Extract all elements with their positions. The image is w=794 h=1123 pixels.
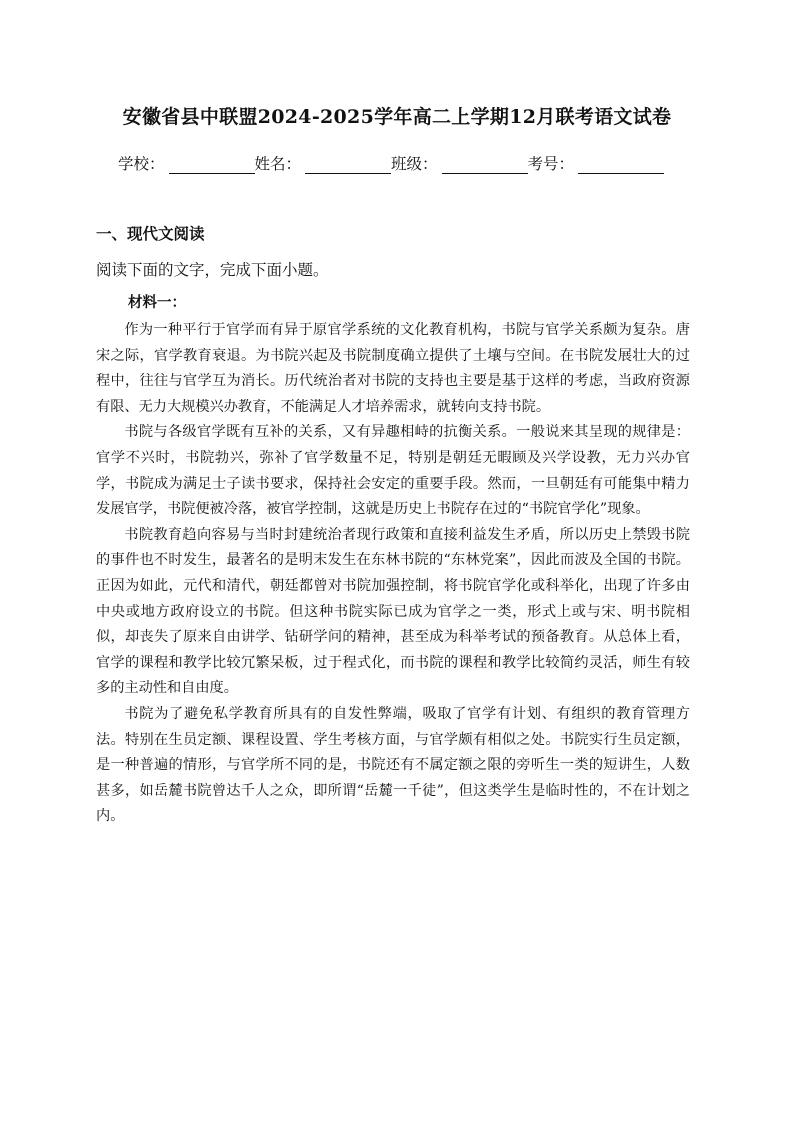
name-blank[interactable] [305, 155, 391, 174]
reading-passage [96, 318, 690, 830]
exam-no-field [528, 152, 665, 174]
name-label: 姓名： [254, 155, 302, 173]
passage-paragraph: 书院为了避免私学教育所具有的自发性弊端，吸取了官学有计划、有组织的教育管理方法。特别在生员定额、课程设置、学生考核方面，与官学颇有相似之处。书院实行生员定额，是一种普遍的情形，与官学所不同的是，书院还有不属定额之限的旁听生一类的短讲生，人数甚多，如岳麓书院曾达千人之众，即所谓“岳麓一千徒”，但这类学生是临时性的，不在计划之内。 [96, 705, 690, 825]
name-field [255, 152, 392, 174]
class-blank[interactable] [442, 155, 528, 174]
student-info-line [118, 152, 664, 174]
section-heading: 一、现代文阅读 [96, 225, 205, 243]
class-field [391, 152, 528, 174]
school-label: 学校： [118, 155, 165, 173]
reading-instruction: 阅读下面的文字，完成下面小题。 [96, 261, 329, 279]
school-field [118, 152, 255, 174]
passage-paragraph: 书院教育趋向容易与当时封建统治者现行政策和直接利益发生矛盾，所以历史上禁毁书院的事件也不时发生，最著名的是明末发生在东林书院的“东林党案”，因此而波及全国的书院。正因为如此，元代和清代，朝廷都曾对书院加强控制，将书院官学化或科举化，出现了许多由中央或地方政府设立的书院。但这种书院实际已成为官学之一类，形式上或与宋、明书院相似，却丧失了原来自由讲学、钻研学问的精神，甚至成为科举考试的预备教育。从总体上看，官学的课程和教学比较冗繁呆板，过于程式化，而书院的课程和教学比较简约灵活，师生有较多的主动性和自由度。 [96, 526, 690, 697]
passage-paragraph: 书院与各级官学既有互补的关系，又有异趣相峙的抗衡关系。一般说来其呈现的规律是：官学不兴时，书院勃兴，弥补了官学数量不足，特别是朝廷无暇顾及兴学设教，无力兴办官学，书院成为满足士子读书要求，保持社会安定的重要手段。然而，一旦朝廷有可能集中精力发展官学，书院便被冷落，被官学控制，这就是历史上书院存在过的“书院官学化”现象。 [96, 424, 690, 518]
exam-title: 安徽省县中联盟2024-2025学年高二上学期12月联考语文试卷 [122, 106, 672, 128]
class-label: 班级： [391, 155, 438, 173]
material-label: 材料一： [128, 294, 186, 311]
school-blank[interactable] [169, 155, 255, 174]
exam-no-label: 考号： [527, 155, 575, 173]
exam-no-blank[interactable] [578, 155, 664, 174]
passage-paragraph: 作为一种平行于官学而有异于原官学系统的文化教育机构，书院与官学关系颇为复杂。唐宋之际，官学教育衰退。为书院兴起及书院制度确立提供了土壤与空间。在书院发展壮大的过程中，往往与官学互为消长。历代统治者对书院的支持也主要是基于这样的考虑，当政府资源有限、无力大规模兴办教育，不能满足人才培养需求，就转向支持书院。 [96, 322, 690, 415]
